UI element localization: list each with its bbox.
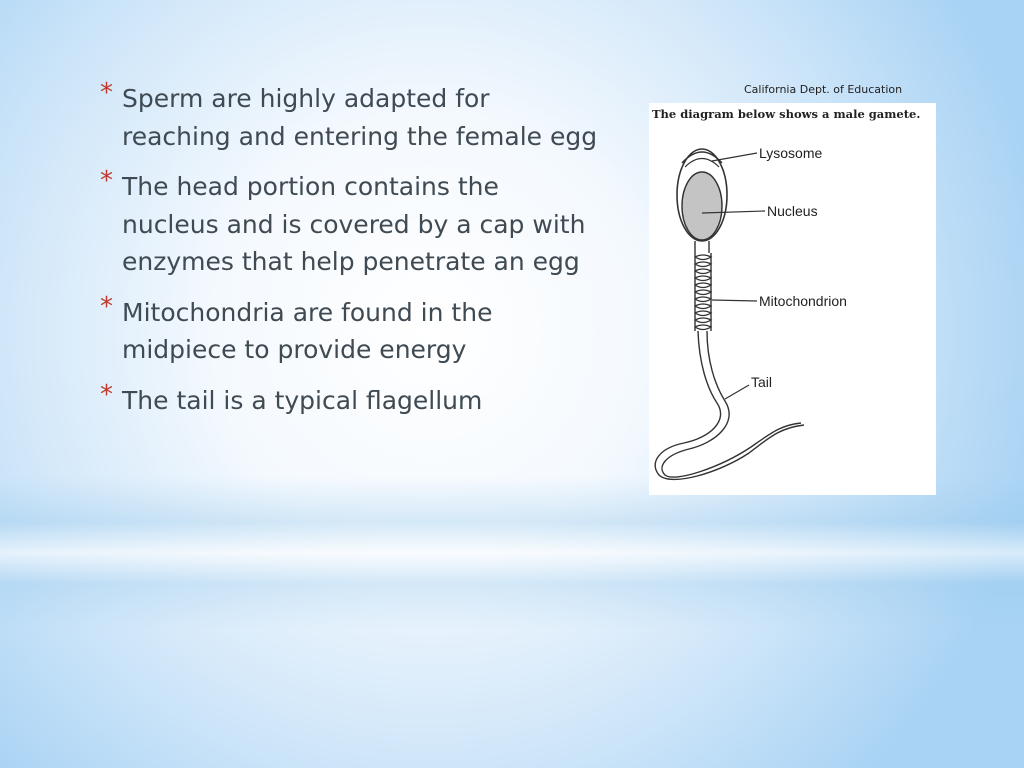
- bullet-marker: *: [100, 291, 113, 322]
- label-tail: Tail: [751, 374, 773, 390]
- bullet-list: [100, 80, 600, 432]
- bullet-item: [100, 168, 600, 281]
- bullet-marker: *: [100, 78, 113, 108]
- bullet-text: The head portion contains the nucleus and is covered by a cap with enzymes that help penetrate an egg: [122, 172, 586, 276]
- mitochondria-coils: [695, 255, 711, 330]
- nucleus-shape: [682, 172, 722, 240]
- bullet-item: [100, 80, 600, 155]
- lysosome-leader: [712, 153, 757, 161]
- label-lysosome: Lysosome: [759, 145, 823, 161]
- image-credit: California Dept. of Education: [744, 83, 903, 96]
- bullet-text: The tail is a typical flagellum: [122, 385, 483, 415]
- gamete-diagram: [649, 103, 936, 495]
- bullet-text: Mitochondria are found in the midpiece to provide energy: [122, 297, 493, 364]
- bullet-marker: *: [100, 166, 113, 196]
- tail-leader: [725, 385, 749, 399]
- bullet-text: Sperm are highly adapted for reaching and entering the female egg: [122, 84, 598, 151]
- gamete-diagram-drawing: [649, 103, 936, 495]
- bullet-item: [100, 379, 600, 420]
- bullet-item: [100, 291, 600, 369]
- mitochondrion-leader: [712, 300, 757, 301]
- tail-line-a: [655, 331, 804, 479]
- label-mitochondrion: Mitochondrion: [759, 293, 847, 309]
- neck: [695, 241, 709, 253]
- label-nucleus: Nucleus: [767, 203, 818, 219]
- tail-line-b: [662, 331, 801, 477]
- diagram-title: The diagram below shows a male gamete.: [652, 107, 921, 121]
- bullet-marker: *: [100, 379, 113, 410]
